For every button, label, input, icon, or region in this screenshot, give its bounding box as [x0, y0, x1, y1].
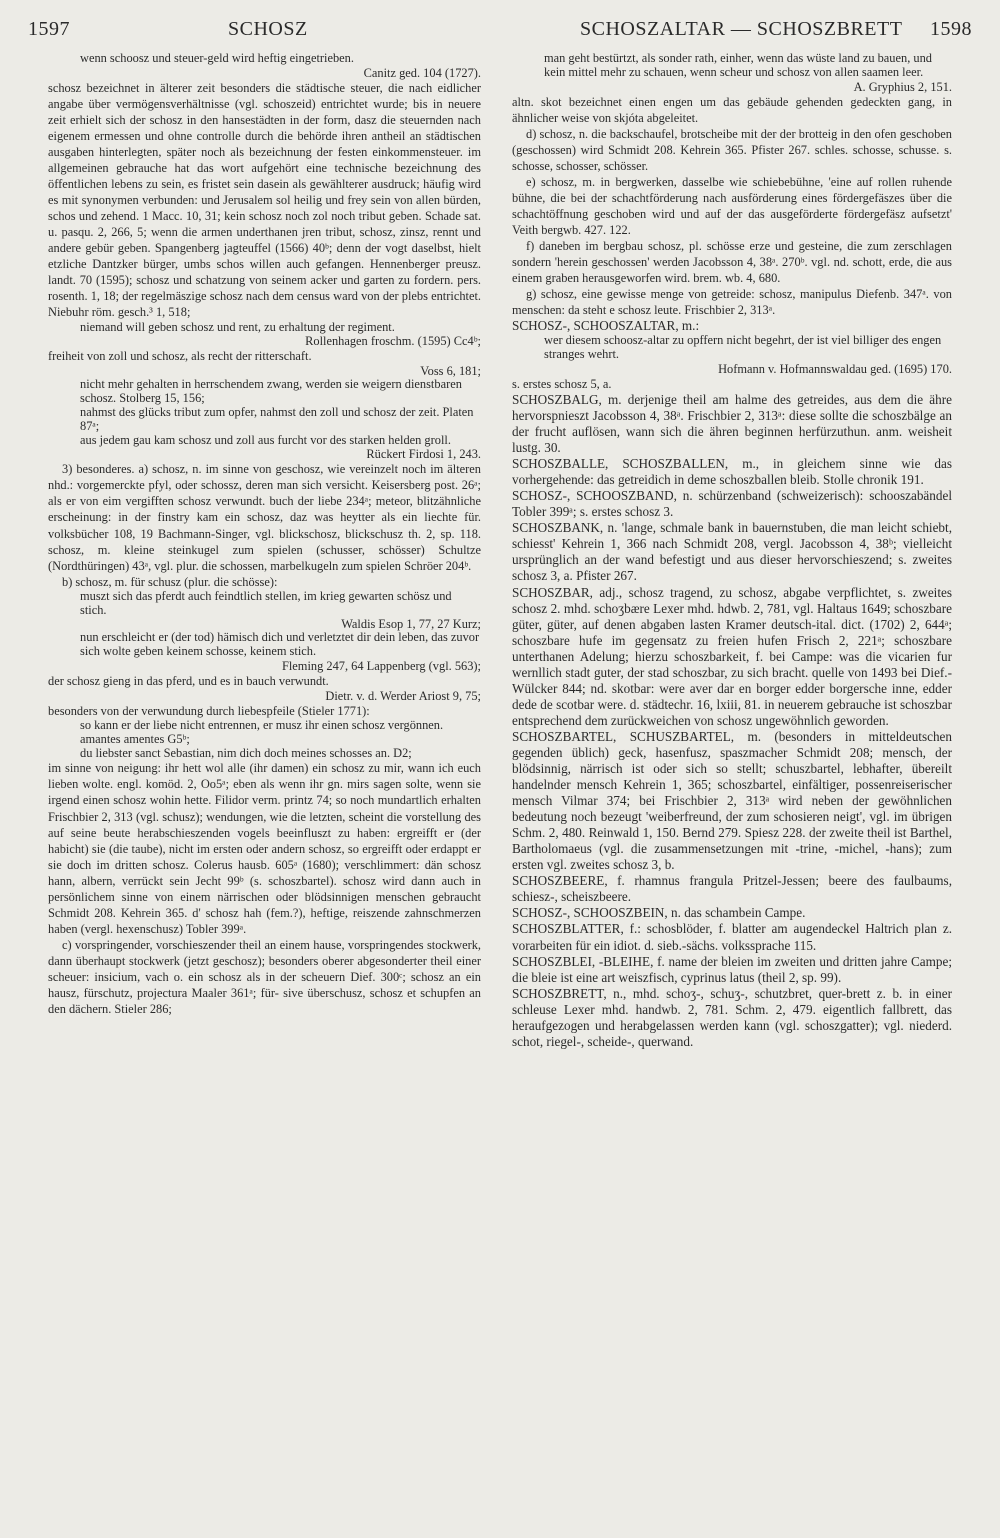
- citation: du liebster sanct Sebastian, nim dich doch meines schosses an. D2;: [80, 745, 412, 760]
- paragraph: d) schosz, n. die backschaufel, brotscheibe mit der der brotteig in den ofen geschoben (geschossen) wird Schmidt 208. Kehrein 365. Pfister 267. schles. schosse, schusse. s. schosse, schosser, schösser.: [512, 126, 952, 173]
- source-reference: Dietr. v. d. Werder Ariost 9, 75;: [325, 688, 481, 703]
- page-number-left: 1597: [28, 18, 70, 40]
- dictionary-entry: SCHOSZ-, SCHOOSZALTAR, m.:: [512, 318, 700, 334]
- right-column: [512, 52, 952, 1522]
- paragraph: altn. skot bezeichnet einen engen um das gebäude gehenden gedeckten gang, in ähnlicher weise von skjóta abgeleitet.: [512, 94, 952, 125]
- dictionary-entry: SCHOSZBALLE, SCHOSZBALLEN, m., in gleichem sinne wie das vorhergehende: das getreidich in deme schoszballen bleib. Stolle chronik 191.: [512, 456, 952, 488]
- source-reference: Rollenhagen froschm. (1595) Cc4ᵇ;: [305, 334, 481, 349]
- paragraph: s. erstes schosz 5, a.: [512, 376, 612, 391]
- source-reference: Rückert Firdosi 1, 243.: [366, 447, 481, 462]
- citation: so kann er der liebe nicht entrennen, er musz ihr einen schosz vergönnen. amantes amentes G5ᵇ;: [80, 717, 444, 746]
- paragraph: 3) besonderes. a) schosz, n. im sinne von geschosz, wie vereinzelt noch im älteren nhd.: vorgemerckte pfyl, oder schossz, deren man sich versicht. Keisersberg post. 26ᵃ; als er von eim vergifften schosz verwundt. buch der liebe 234ᵃ; meteor, blitzähnliche erscheinung: in der finstry kam ein schosz, daz was heytter als ein liechte für. volksbücher 108, 19 Bachmann-Singer, vgl. blickschosz, blickschusz th. 2, sp. 118. schosz, m. kleine steinkugel zum spielen (schusser, schösser) Schultze (Nordthüringen) 43ᵃ, vgl. plur. die schossen, marbelkugeln zum spielen Schröer 204ᵇ.: [48, 462, 481, 573]
- citation: aus jedem gau kam schosz und zoll aus furcht vor des starken helden groll.: [80, 432, 451, 447]
- citation: niemand will geben schosz und rent, zu erhaltung der regiment.: [80, 319, 395, 334]
- citation: muszt sich das pferdt auch feindtlich stellen, im krieg gewarten schösz und stich.: [80, 588, 452, 617]
- dictionary-entry: SCHOSZ-, SCHOOSZBEIN, n. das schambein Campe.: [512, 905, 806, 921]
- dictionary-entry: SCHOSZBLATTER, f.: schosblöder, f. blatter am augendeckel Haltrich plan z. vorarbeiten für ein idiot. d. sieb.-sächs. volkssprache 115.: [512, 921, 952, 953]
- source-reference: Fleming 247, 64 Lappenberg (vgl. 563);: [281, 658, 481, 673]
- paragraph: b) schosz, m. für schusz (plur. die schösse):: [62, 574, 278, 589]
- source-reference: Hofmann v. Hofmannswaldau ged. (1695) 170.: [718, 361, 952, 376]
- paragraph: g) schosz, eine gewisse menge von getreide: schosz, manipulus Diefenb. 347ᵃ. von menschen: da steht e schosz leute. Frischbier 2, 313ᵃ.: [512, 287, 952, 318]
- citation: nun erschleicht er (der tod) hämisch dich und verletztet dir dein leben, das zuvor sich wolte geben keinem schosse, keinem stich.: [80, 630, 480, 659]
- source-reference: Voss 6, 181;: [420, 364, 481, 379]
- citation: wenn schoosz und steuer-geld wird heftig eingetrieben.: [80, 52, 354, 65]
- dictionary-entry: SCHOSZBEERE, f. rhamnus frangula Pritzel-Jessen; beere des faulbaums, schiesz-, scheiszbeere.: [512, 873, 952, 905]
- paragraph: c) vorspringender, vorschieszender theil an einem hause, vorspringendes stockwerk, dann überhaupt stockwerk (jetzt geschosz); besonders oberer abgesonderter theil einer scheuer: insicium, vach o. ein schosz als in der scheuern Dief. 300ᶜ; schosz an ein hausz, fürschutz, projectura Maaler 361ᵃ; für- sive überschusz, schosz et schupfen an den dächern. Stieler 286;: [48, 937, 481, 1017]
- dictionary-entry: SCHOSZBALG, m. derjenige theil am halme des getreides, aus dem die ähre hervorspnieszt Jacobsson 4, 38ᵃ. Frischbier 2, 313ᵃ: diese sollte die schoszbälge an der frucht auflösen, wann sich die ähren beginnen herfürzuthun. anm. weisheit lustg. 30.: [512, 391, 952, 456]
- dictionary-entry: SCHOSZBRETT, n., mhd. schoʒ-, schuʒ-, schutzbret, quer-brett z. b. in einer schleuse Lexer mhd. handwb. 2, 781. Schm. 2, 479. eigentlich fallbrett, das heraufgezogen und herabgelassen werden kann (vgl. schoszgatter); vgl. niederd. schot, riegel-, scheide-, querwand.: [512, 985, 952, 1049]
- dictionary-entry: SCHOSZBAR, adj., schosz tragend, zu schosz, abgabe verpflichtet, s. zweites schosz 2. mhd. schoʒbære Lexer mhd. hdwb. 2, 781, vgl. Haltaus 1649; schoszbare güter, güter, auf denen abgaben lasten Kramer deutsch-ital. dict. (1702) 2, 644ᵃ; schoszbare hufe im gegensatz zu freien hufen Frisch 2, 221ᵃ; schoszbare unterthanen Adelung; hierzu schoszbarkeit, f. bei Campe: was die vicarien fur wernllich stadt guter, der stad schoszbar, zu sich bracht. quelle von 1493 bei Dief.-Wülcker 844; nd. skotbar: were aver dar en borger edder borgersche inne, edder dede de scotbar were. d. städtechr. 16, lxiii, 81. in neuerem gebrauche ist schoszbar entsprechend dem zurückweichen von schosz ungewöhnlich geworden.: [512, 584, 952, 728]
- dictionary-entry: SCHOSZ-, SCHOOSZBAND, n. schürzenband (schweizerisch): schooszabändel Tobler 399ᵃ; s. erstes schosz 3.: [512, 488, 952, 520]
- citation: nahmst des glücks tribut zum opfer, nahmst den zoll und schosz der zeit. Platen 87ᵃ;: [80, 404, 474, 433]
- dictionary-entry: SCHOSZBLEI, -BLEIHE, f. name der bleien im zweiten und dritten jahre Campe; die bleie ist eine art weiszfisch, cyprinus latus (theil 2, sp. 99).: [512, 953, 952, 985]
- paragraph: freiheit von zoll und schosz, als recht der ritterschaft.: [48, 349, 312, 364]
- paragraph: besonders von der verwundung durch liebespfeile (Stieler 1771):: [48, 703, 370, 718]
- paragraph: schosz bezeichnet in älterer zeit besonders die städtische steuer, die nach eidlicher angabe über vermögensverhältnisse (vgl. schoszeid) entrichtet wurde; bis in neuere zeit erhielt sich der schosz in den hansestädten in der form, dasz die steuernden nach eigenem ermessen und ohne controlle durch die behörde ihren antheil an städtischen ausgaben hinterlegten, später noch als bezeichnung der festen einkommensteuer. im allgemeinen gebrauche hat das wort aufgehört eine technische bezeichnung des öffentlichen lebens zu sein, es fristet sein dasein als gewählterer ausdruck; häufig wird es mit synonymen verbunden: und Jerusalem sol heilig und frey sein von allen bürden, schos und zehend. 1 Macc. 10, 31; kein schosz noch zol noch tribut geben. Schade sat. u. pasqu. 2, 266, 5; wenn die armen underthanen jren tribut, schosz, zinsz, rennt und andere gebür geben. Spangenberg jagteuffel (1566) 40ᵇ; denn der vogt daselbst, hielt etzliche Dantzker bürger, umbs schos willen auch gefangen. Hennenberger preusz. landt. 70 (1595); schosz und schatzung von seinem acker und garten zu fordern. pers. rosenth. 1, 18; der regelmäszige schosz nach dem census ward von der plebs entrichtet. Niebuhr röm. gesch.³ 1, 518;: [48, 80, 481, 320]
- left-column: [48, 52, 481, 1522]
- source-reference: Waldis Esop 1, 77, 27 Kurz;: [341, 617, 481, 632]
- dictionary-entry: SCHOSZBANK, n. 'lange, schmale bank in bauernstuben, die man leicht schiebt, schiesst' Kehrein 1, 366 nach Schmidt 208, vergl. Jacobsson 4, 38ᵇ; vielleicht ursprünglich an der wand befestigt und aus dieser hervorschieszend; s. zweites schosz 3, a. Pfister 267.: [512, 520, 952, 584]
- citation: man geht bestürtzt, als sonder rath, einher, wenn das wüste land zu bauen, und kein mittel mehr zu schauen, wenn scheur und schosz von allen saamen leer.: [544, 52, 932, 79]
- running-head-right: SCHOSZALTAR — SCHOSZBRETT: [580, 18, 903, 40]
- paragraph: im sinne von neigung: ihr hett wol alle (ihr damen) ein schosz zu mir, wann ich euch lieben wolte. engl. komöd. 2, Oo5ᵃ; eben als wenn ihr gn. mirs sagen solte, wenn sie irgend einen schosz wohin hette. Filidor verm. printz 74; so noch mundartlich erhalten Frischbier 2, 313 (vgl. schusz); wendungen, wie die letzten, scheint die vorstellung des auf seine beute herabschieszenden vogels beeinfluszt zu haben: ergreifft er (der habicht) sie (die taube), nicht im ersten oder andern schosz, so ergreifft oder erdappt er sie doch im dritten schosz. Colerus hausb. 605ᵃ (1680); verschlimmert: dän schosz hann, albern, verrückt sein Jecht 99ᵇ (s. schoszbartel). schosz wird dann auch in persönlichem sinne von einem närrischen oder blödsinnigen menschen gebraucht Schmidt 208. Kehrein 365. d' schosz hah (fem.?), heftige, reiszende zahnschmerzen haben (vergl. hexenschusz) Tobler 399ᵃ.: [48, 761, 481, 936]
- dictionary-entry: SCHOSZBARTEL, SCHUSZBARTEL, m. (besonders in mitteldeutschen gegenden üblich) geck, hasenfusz, spaszmacher Schmidt 208; mensch, der blödsinnig, närrisch ist oder sich so stellt; schuszbartel, lebhafter, übereilt handelnder mensch Kehrein 1, 365; schoszbartel, einfältiger, possenreiserischer mensch Vilmar 374; bei Frischbier 2, 313ᵃ wird neben der gewöhnlichen bedeutung noch bezeugt 'weiberfreund, der zum schosieren neigt', vgl. im übrigen Schm. 2, 480. Reinwald 1, 150. Bernd 279. Spiesz 228. der zweite theil ist Barthel, Bartholomaeus (vgl. die zusammensetzungen mit -trine, -michel, -hans); zum ersten vgl. zweites schosz 3, b.: [512, 728, 952, 873]
- paragraph: f) daneben im bergbau schosz, pl. schösse erze und gesteine, die zum zerschlagen sondern 'herein geschossen' werden Jacobsson 4, 38ᵃ. 270ᵇ. vgl. nd. schott, erde, die aus einem graben herausgeworfen wird. brem. wb. 4, 680.: [512, 239, 952, 286]
- citation: wer diesem schoosz-altar zu opffern nicht begehrt, der ist viel billiger des engen stranges wehrt.: [544, 333, 942, 362]
- page-number-right: 1598: [930, 18, 972, 40]
- paragraph: der schosz gieng in das pferd, und es in bauch verwundt.: [48, 673, 329, 688]
- citation: nicht mehr gehalten in herrschendem zwang, werden sie weigern dienstbaren schosz. Stolberg 15, 156;: [80, 377, 462, 406]
- page-header: [28, 18, 972, 52]
- running-head-left: SCHOSZ: [228, 18, 308, 40]
- paragraph: e) schosz, m. in bergwerken, dasselbe wie schiebebühne, 'eine auf rollen ruhende bühne, die bei der schachtförderung nach ausförderung eines fördergefäszes über die schachtöffnung geschoben wird und auf der das ausgeförderte fördergefäsz aufsetzt' Veith bergwb. 427. 122.: [512, 174, 952, 237]
- source-reference: Canitz ged. 104 (1727).: [363, 65, 481, 80]
- source-reference: A. Gryphius 2, 151.: [853, 79, 952, 94]
